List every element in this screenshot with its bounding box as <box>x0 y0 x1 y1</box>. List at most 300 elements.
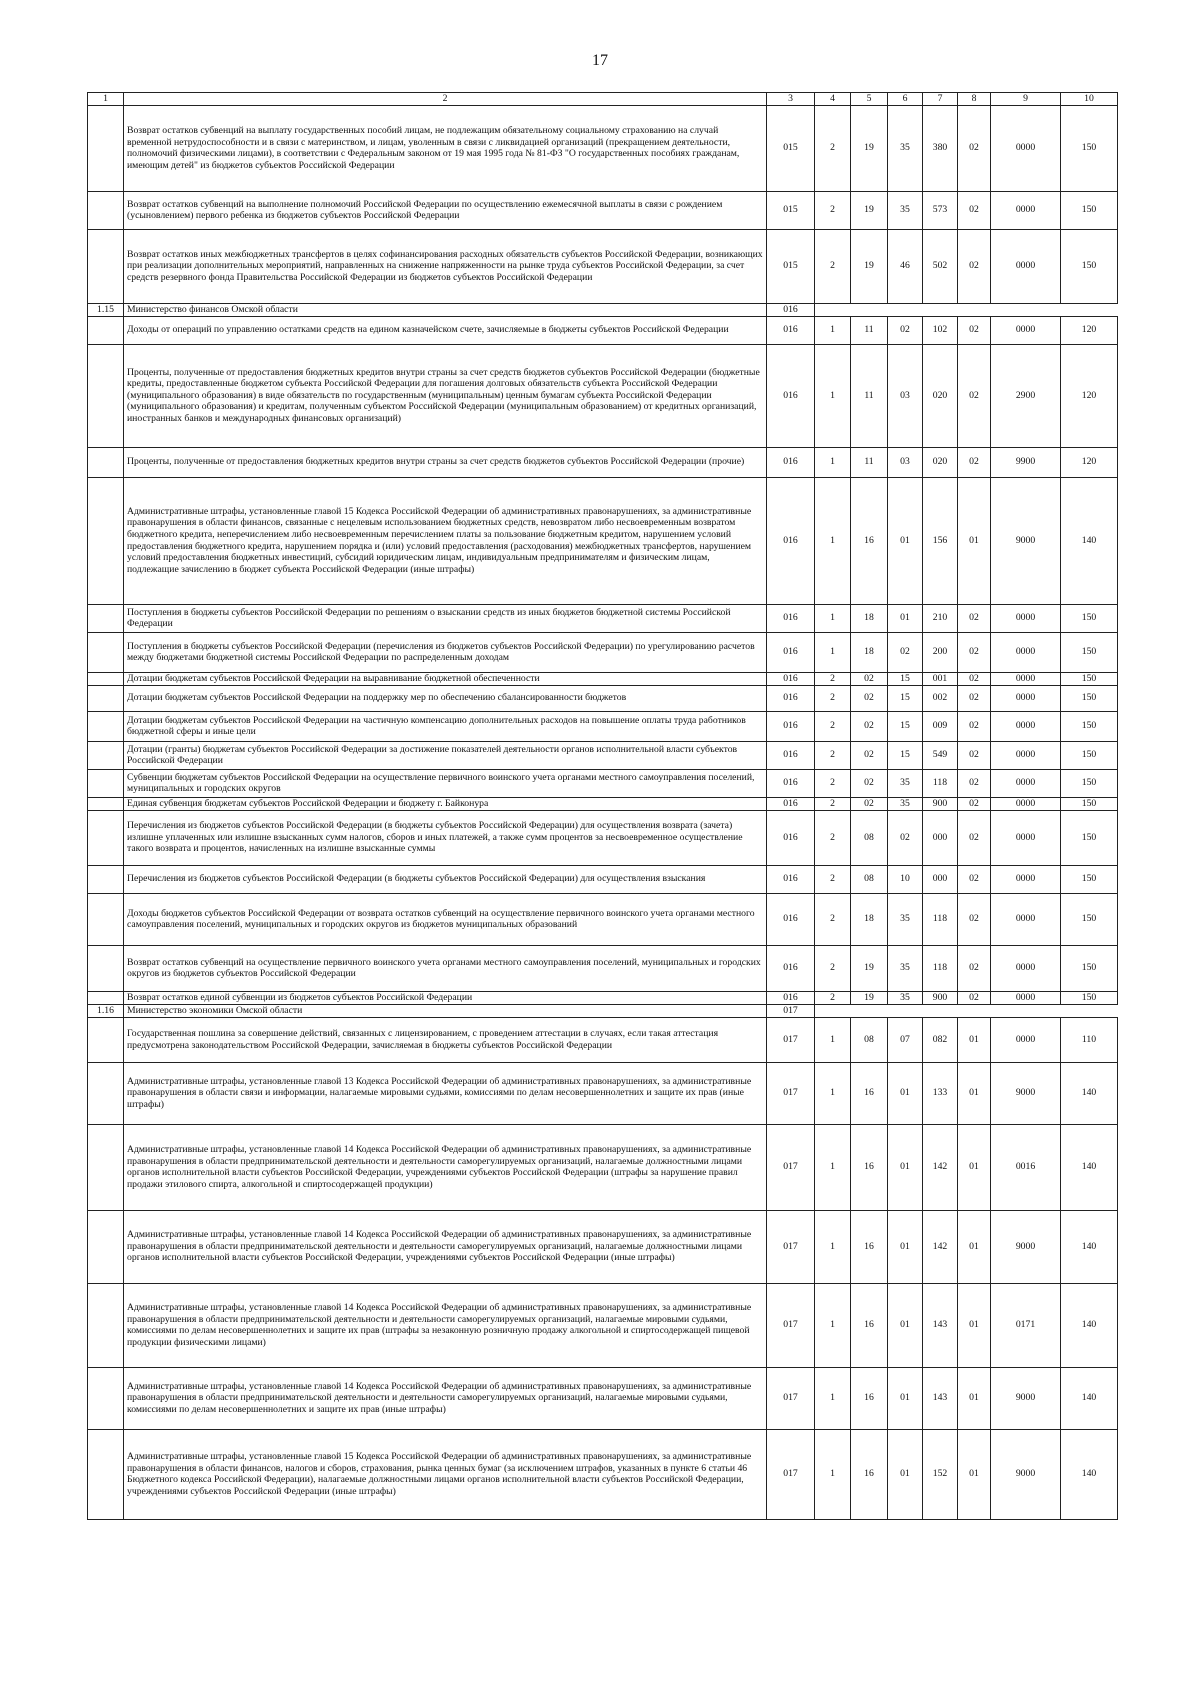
admin-code-cell: 017 <box>767 1004 815 1017</box>
element-code-cell: 01 <box>958 1124 991 1210</box>
description-cell: Поступления в бюджеты субъектов Российской Федерации (перечисления из бюджетов субъектов Российской Федерации) по урегулированию расчетов между бюджетами бюджетной системы Российской Федерации по распределенным доходам <box>124 632 767 672</box>
article-code-cell: 35 <box>888 769 923 797</box>
article-code-cell: 02 <box>888 632 923 672</box>
description-cell: Административные штрафы, установленные главой 14 Кодекса Российской Федерации об административных правонарушениях, за административные правонарушения в области предпринимательской деятельности и деятельности саморегулируемых организаций, налагаемые мировыми судьями, комиссиями по делам несовершеннолетних и защите их прав (штрафы за незаконную розничную продажу алкогольной и спиртосодержащей пищевой продукции физическими лицами) <box>124 1283 767 1367</box>
subgroup-code-cell: 16 <box>851 1429 888 1519</box>
subgroup-code-cell: 02 <box>851 685 888 711</box>
element-code-cell: 01 <box>958 1429 991 1519</box>
description-cell: Проценты, полученные от предоставления бюджетных кредитов внутри страны за счет средств бюджетов субъектов Российской Федерации (прочие) <box>124 447 767 477</box>
element-code-cell: 02 <box>958 316 991 344</box>
subgroup-code-cell: 16 <box>851 477 888 604</box>
classification-code-cell: 150 <box>1061 632 1118 672</box>
description-cell: Перечисления из бюджетов субъектов Российской Федерации (в бюджеты субъектов Российской Федерации) для осуществления взыскания <box>124 865 767 893</box>
column-header: 7 <box>923 93 958 106</box>
group-code-cell: 2 <box>815 229 851 303</box>
table-row <box>88 1210 1118 1283</box>
admin-code-cell: 016 <box>767 303 815 316</box>
row-number-cell <box>88 604 124 632</box>
group-code-cell: 1 <box>815 447 851 477</box>
element-code-cell: 01 <box>958 1017 991 1062</box>
column-header: 10 <box>1061 93 1118 106</box>
classification-code-cell: 110 <box>1061 1017 1118 1062</box>
row-number-cell <box>88 191 124 229</box>
subgroup-code-cell: 18 <box>851 632 888 672</box>
element-code-cell: 02 <box>958 604 991 632</box>
group-code-cell: 1 <box>815 477 851 604</box>
element-code-cell: 02 <box>958 229 991 303</box>
element-code-cell: 02 <box>958 741 991 769</box>
classification-code-cell: 140 <box>1061 1367 1118 1429</box>
budget-classification-table <box>87 92 1118 1520</box>
group-code-cell: 2 <box>815 741 851 769</box>
table-row <box>88 229 1118 303</box>
admin-code-cell: 016 <box>767 810 815 865</box>
row-number-cell: 1.15 <box>88 303 124 316</box>
article-code-cell: 02 <box>888 316 923 344</box>
article-code-cell: 01 <box>888 1429 923 1519</box>
group-code-cell: 1 <box>815 316 851 344</box>
classification-code-cell: 150 <box>1061 741 1118 769</box>
classification-code-cell: 150 <box>1061 810 1118 865</box>
section-title-cell: Министерство экономики Омской области <box>124 1004 767 1017</box>
admin-code-cell: 016 <box>767 769 815 797</box>
description-cell: Дотации бюджетам субъектов Российской Федерации на частичную компенсацию дополнительных расходов на повышение оплаты труда работников бюджетной сферы и иные цели <box>124 711 767 741</box>
table-row <box>88 632 1118 672</box>
row-number-cell <box>88 1124 124 1210</box>
group-code-cell: 1 <box>815 1062 851 1124</box>
program-code-cell: 0000 <box>991 893 1061 945</box>
article-code-cell: 10 <box>888 865 923 893</box>
table-row <box>88 1017 1118 1062</box>
admin-code-cell: 017 <box>767 1429 815 1519</box>
admin-code-cell: 016 <box>767 477 815 604</box>
column-header: 6 <box>888 93 923 106</box>
subarticle-code-cell: 000 <box>923 810 958 865</box>
classification-code-cell: 150 <box>1061 685 1118 711</box>
article-code-cell: 35 <box>888 105 923 191</box>
program-code-cell: 0000 <box>991 672 1061 685</box>
description-cell: Дотации бюджетам субъектов Российской Федерации на выравнивание бюджетной обеспеченности <box>124 672 767 685</box>
table-row <box>88 191 1118 229</box>
admin-code-cell: 016 <box>767 991 815 1004</box>
article-code-cell: 15 <box>888 711 923 741</box>
description-cell: Доходы от операций по управлению остатками средств на едином казначейском счете, зачисляемые в бюджеты субъектов Российской Федерации <box>124 316 767 344</box>
subarticle-code-cell: 210 <box>923 604 958 632</box>
row-number-cell <box>88 1367 124 1429</box>
element-code-cell: 02 <box>958 945 991 991</box>
article-code-cell: 03 <box>888 344 923 447</box>
table-row <box>88 105 1118 191</box>
classification-code-cell: 150 <box>1061 945 1118 991</box>
admin-code-cell: 016 <box>767 316 815 344</box>
classification-code-cell: 150 <box>1061 672 1118 685</box>
admin-code-cell: 016 <box>767 711 815 741</box>
classification-code-cell: 150 <box>1061 797 1118 810</box>
subarticle-code-cell: 020 <box>923 344 958 447</box>
subgroup-code-cell: 16 <box>851 1124 888 1210</box>
subgroup-code-cell: 02 <box>851 711 888 741</box>
table-row <box>88 604 1118 632</box>
description-cell: Возврат остатков субвенций на выполнение полномочий Российской Федерации по осуществлению ежемесячной выплаты в связи с рождением (усыновлением) первого ребенка из бюджетов субъектов Российской Федерации <box>124 191 767 229</box>
subgroup-code-cell: 02 <box>851 769 888 797</box>
subarticle-code-cell: 142 <box>923 1210 958 1283</box>
article-code-cell: 07 <box>888 1017 923 1062</box>
description-cell: Возврат остатков субвенций на осуществление первичного воинского учета органами местного самоуправления поселений, муниципальных и городских округов из бюджетов субъектов Российской Федерации <box>124 945 767 991</box>
description-cell: Доходы бюджетов субъектов Российской Федерации от возврата остатков субвенций на осуществление первичного воинского учета органами местного самоуправления поселений, муниципальных и городских округов из бюджетов муниципальных образований <box>124 893 767 945</box>
element-code-cell: 02 <box>958 685 991 711</box>
program-code-cell: 0000 <box>991 632 1061 672</box>
program-code-cell: 0000 <box>991 1017 1061 1062</box>
subgroup-code-cell: 16 <box>851 1062 888 1124</box>
subgroup-code-cell: 02 <box>851 741 888 769</box>
table-row <box>88 316 1118 344</box>
description-cell: Административные штрафы, установленные главой 15 Кодекса Российской Федерации об административных правонарушениях, за административные правонарушения в области финансов, связанные с нецелевым использованием бюджетных средств, невозвратом либо несвоевременным возвратом бюджетного кредита, неперечислением либо несвоевременным перечислением платы за пользование бюджетным кредитом, нарушением условий предоставления бюджетного кредита, нарушением порядка и (или) условий предоставления (расходования) межбюджетных трансфертов, нарушением условий предоставления бюджетных инвестиций, субсидий юридическим лицам, индивидуальным предпринимателям и физическим лицам, подлежащие зачислению в бюджет субъекта Российской Федерации (иные штрафы) <box>124 477 767 604</box>
group-code-cell: 2 <box>815 945 851 991</box>
article-code-cell: 15 <box>888 741 923 769</box>
subarticle-code-cell: 380 <box>923 105 958 191</box>
program-code-cell: 9000 <box>991 477 1061 604</box>
admin-code-cell: 015 <box>767 105 815 191</box>
row-number-cell <box>88 105 124 191</box>
article-code-cell: 03 <box>888 447 923 477</box>
row-number-cell <box>88 741 124 769</box>
table-row <box>88 991 1118 1004</box>
subgroup-code-cell: 11 <box>851 344 888 447</box>
group-code-cell: 2 <box>815 672 851 685</box>
classification-code-cell: 150 <box>1061 229 1118 303</box>
program-code-cell: 2900 <box>991 344 1061 447</box>
subarticle-code-cell: 573 <box>923 191 958 229</box>
subgroup-code-cell: 19 <box>851 945 888 991</box>
subarticle-code-cell: 152 <box>923 1429 958 1519</box>
column-header: 4 <box>815 93 851 106</box>
subgroup-code-cell: 18 <box>851 893 888 945</box>
description-cell: Административные штрафы, установленные главой 14 Кодекса Российской Федерации об административных правонарушениях, за административные правонарушения в области предпринимательской деятельности и деятельности саморегулируемых организаций, налагаемые должностными лицами органов исполнительной власти субъектов Российской Федерации, учреждениями субъектов Российской Федерации (иные штрафы) <box>124 1210 767 1283</box>
group-code-cell: 1 <box>815 1283 851 1367</box>
article-code-cell: 01 <box>888 1283 923 1367</box>
subarticle-code-cell: 001 <box>923 672 958 685</box>
row-number-cell <box>88 477 124 604</box>
row-number-cell <box>88 1283 124 1367</box>
element-code-cell: 02 <box>958 632 991 672</box>
element-code-cell: 02 <box>958 991 991 1004</box>
description-cell: Административные штрафы, установленные главой 15 Кодекса Российской Федерации об административных правонарушениях, за административные правонарушения в области финансов, налогов и сборов, страхования, рынка ценных бумаг (за исключением штрафов, указанных в пункте 6 статьи 46 Бюджетного кодекса Российской Федерации), налагаемые должностными лицами органов исполнительной власти субъектов Российской Федерации, учреждениями субъектов Российской Федерации (иные штрафы) <box>124 1429 767 1519</box>
element-code-cell: 01 <box>958 1062 991 1124</box>
subgroup-code-cell: 19 <box>851 105 888 191</box>
subgroup-code-cell: 18 <box>851 604 888 632</box>
classification-code-cell: 150 <box>1061 769 1118 797</box>
description-cell: Возврат остатков субвенций на выплату государственных пособий лицам, не подлежащим обязательному социальному страхованию на случай временной нетрудоспособности и в связи с материнством, и лицам, уволенным в связи с ликвидацией организаций (прекращением деятельности, полномочий физическими лицами), в соответствии с Федеральным законом от 19 мая 1995 года № 81-ФЗ "О государственных пособиях гражданам, имеющим детей" из бюджетов субъектов Российской Федерации <box>124 105 767 191</box>
subarticle-code-cell: 143 <box>923 1283 958 1367</box>
program-code-cell: 0000 <box>991 769 1061 797</box>
classification-code-cell: 140 <box>1061 1210 1118 1283</box>
table-row <box>88 711 1118 741</box>
row-number-cell <box>88 1210 124 1283</box>
article-code-cell: 46 <box>888 229 923 303</box>
description-cell: Поступления в бюджеты субъектов Российской Федерации по решениям о взыскании средств из иных бюджетов бюджетной системы Российской Федерации <box>124 604 767 632</box>
element-code-cell: 02 <box>958 105 991 191</box>
row-number-cell <box>88 1017 124 1062</box>
article-code-cell: 35 <box>888 191 923 229</box>
subarticle-code-cell: 082 <box>923 1017 958 1062</box>
classification-code-cell: 150 <box>1061 105 1118 191</box>
classification-code-cell: 150 <box>1061 865 1118 893</box>
section-title-cell: Министерство финансов Омской области <box>124 303 767 316</box>
admin-code-cell: 017 <box>767 1062 815 1124</box>
table-row <box>88 447 1118 477</box>
program-code-cell: 0000 <box>991 991 1061 1004</box>
admin-code-cell: 016 <box>767 797 815 810</box>
program-code-cell: 9000 <box>991 1210 1061 1283</box>
admin-code-cell: 016 <box>767 685 815 711</box>
element-code-cell: 02 <box>958 810 991 865</box>
row-number-cell <box>88 685 124 711</box>
subarticle-code-cell: 142 <box>923 1124 958 1210</box>
program-code-cell: 0000 <box>991 191 1061 229</box>
group-code-cell: 2 <box>815 893 851 945</box>
element-code-cell: 01 <box>958 1367 991 1429</box>
article-code-cell: 01 <box>888 1124 923 1210</box>
program-code-cell: 0171 <box>991 1283 1061 1367</box>
subgroup-code-cell: 08 <box>851 810 888 865</box>
subgroup-code-cell: 19 <box>851 991 888 1004</box>
section-row <box>88 303 1118 316</box>
row-number-cell <box>88 810 124 865</box>
article-code-cell: 01 <box>888 1062 923 1124</box>
classification-code-cell: 140 <box>1061 1062 1118 1124</box>
table-row <box>88 685 1118 711</box>
group-code-cell: 2 <box>815 797 851 810</box>
classification-code-cell: 140 <box>1061 1283 1118 1367</box>
column-header: 3 <box>767 93 815 106</box>
subarticle-code-cell: 000 <box>923 865 958 893</box>
subarticle-code-cell: 118 <box>923 769 958 797</box>
subgroup-code-cell: 08 <box>851 1017 888 1062</box>
table-row <box>88 741 1118 769</box>
program-code-cell: 9000 <box>991 1062 1061 1124</box>
row-number-cell <box>88 797 124 810</box>
subarticle-code-cell: 900 <box>923 797 958 810</box>
program-code-cell: 0000 <box>991 229 1061 303</box>
subarticle-code-cell: 118 <box>923 893 958 945</box>
table-row <box>88 893 1118 945</box>
subgroup-code-cell: 19 <box>851 191 888 229</box>
description-cell: Перечисления из бюджетов субъектов Российской Федерации (в бюджеты субъектов Российской Федерации) для осуществления возврата (зачета) излишне уплаченных или излишне взысканных сумм налогов, сборов и иных платежей, а также сумм процентов за несвоевременное осуществление такого возврата и процентов, начисленных на излишне взысканные суммы <box>124 810 767 865</box>
admin-code-cell: 016 <box>767 865 815 893</box>
column-header: 1 <box>88 93 124 106</box>
element-code-cell: 02 <box>958 344 991 447</box>
group-code-cell: 2 <box>815 711 851 741</box>
admin-code-cell: 017 <box>767 1017 815 1062</box>
article-code-cell: 15 <box>888 685 923 711</box>
row-number-cell <box>88 447 124 477</box>
program-code-cell: 0000 <box>991 685 1061 711</box>
article-code-cell: 35 <box>888 797 923 810</box>
classification-code-cell: 140 <box>1061 1429 1118 1519</box>
group-code-cell: 1 <box>815 632 851 672</box>
description-cell: Дотации бюджетам субъектов Российской Федерации на поддержку мер по обеспечению сбалансированности бюджетов <box>124 685 767 711</box>
element-code-cell: 02 <box>958 893 991 945</box>
element-code-cell: 02 <box>958 711 991 741</box>
element-code-cell: 01 <box>958 477 991 604</box>
article-code-cell: 01 <box>888 1367 923 1429</box>
article-code-cell: 35 <box>888 945 923 991</box>
group-code-cell: 1 <box>815 1017 851 1062</box>
admin-code-cell: 016 <box>767 672 815 685</box>
group-code-cell: 1 <box>815 1210 851 1283</box>
element-code-cell: 02 <box>958 797 991 810</box>
article-code-cell: 01 <box>888 1210 923 1283</box>
subgroup-code-cell: 19 <box>851 229 888 303</box>
program-code-cell: 0000 <box>991 741 1061 769</box>
program-code-cell: 0000 <box>991 604 1061 632</box>
group-code-cell: 1 <box>815 604 851 632</box>
row-number-cell <box>88 945 124 991</box>
subgroup-code-cell: 16 <box>851 1283 888 1367</box>
classification-code-cell: 150 <box>1061 711 1118 741</box>
subgroup-code-cell: 02 <box>851 797 888 810</box>
classification-code-cell: 120 <box>1061 447 1118 477</box>
element-code-cell: 02 <box>958 447 991 477</box>
row-number-cell <box>88 1062 124 1124</box>
classification-code-cell: 150 <box>1061 604 1118 632</box>
group-code-cell: 2 <box>815 769 851 797</box>
subgroup-code-cell: 11 <box>851 447 888 477</box>
group-code-cell: 2 <box>815 685 851 711</box>
subarticle-code-cell: 020 <box>923 447 958 477</box>
program-code-cell: 9000 <box>991 1429 1061 1519</box>
table-body <box>88 105 1118 1519</box>
subarticle-code-cell: 502 <box>923 229 958 303</box>
page-number: 17 <box>592 52 608 69</box>
group-code-cell: 1 <box>815 344 851 447</box>
table-row <box>88 1283 1118 1367</box>
article-code-cell: 02 <box>888 810 923 865</box>
table-row <box>88 769 1118 797</box>
classification-code-cell: 150 <box>1061 191 1118 229</box>
row-number-cell <box>88 229 124 303</box>
article-code-cell: 01 <box>888 604 923 632</box>
subgroup-code-cell: 08 <box>851 865 888 893</box>
row-number-cell <box>88 1429 124 1519</box>
table-row <box>88 1124 1118 1210</box>
row-number-cell <box>88 769 124 797</box>
table-row <box>88 1367 1118 1429</box>
program-code-cell: 0000 <box>991 316 1061 344</box>
row-number-cell <box>88 711 124 741</box>
program-code-cell: 0000 <box>991 105 1061 191</box>
row-number-cell: 1.16 <box>88 1004 124 1017</box>
subarticle-code-cell: 102 <box>923 316 958 344</box>
row-number-cell <box>88 865 124 893</box>
element-code-cell: 02 <box>958 769 991 797</box>
row-number-cell <box>88 316 124 344</box>
description-cell: Административные штрафы, установленные главой 14 Кодекса Российской Федерации об административных правонарушениях, за административные правонарушения в области предпринимательской деятельности и деятельности саморегулируемых организаций, налагаемые должностными лицами органов исполнительной власти субъектов Российской Федерации, учреждениями субъектов Российской Федерации (штрафы за нарушение правил продажи этилового спирта, алкогольной и спиртосодержащей продукции) <box>124 1124 767 1210</box>
description-cell: Единая субвенция бюджетам субъектов Российской Федерации и бюджету г. Байконура <box>124 797 767 810</box>
element-code-cell: 02 <box>958 865 991 893</box>
row-number-cell <box>88 991 124 1004</box>
classification-code-cell: 150 <box>1061 893 1118 945</box>
admin-code-cell: 016 <box>767 344 815 447</box>
group-code-cell: 2 <box>815 191 851 229</box>
program-code-cell: 0000 <box>991 711 1061 741</box>
admin-code-cell: 016 <box>767 741 815 769</box>
column-header: 2 <box>124 93 767 106</box>
group-code-cell: 2 <box>815 991 851 1004</box>
row-number-cell <box>88 672 124 685</box>
admin-code-cell: 017 <box>767 1124 815 1210</box>
article-code-cell: 15 <box>888 672 923 685</box>
element-code-cell: 01 <box>958 1210 991 1283</box>
subgroup-code-cell: 11 <box>851 316 888 344</box>
description-cell: Субвенции бюджетам субъектов Российской Федерации на осуществление первичного воинского учета органами местного самоуправления поселений, муниципальных и городских округов <box>124 769 767 797</box>
subarticle-code-cell: 118 <box>923 945 958 991</box>
group-code-cell: 1 <box>815 1429 851 1519</box>
element-code-cell: 01 <box>958 1283 991 1367</box>
subgroup-code-cell: 16 <box>851 1367 888 1429</box>
program-code-cell: 9000 <box>991 1367 1061 1429</box>
table-row <box>88 797 1118 810</box>
empty-code-cell <box>815 1004 1118 1017</box>
program-code-cell: 9900 <box>991 447 1061 477</box>
group-code-cell: 2 <box>815 865 851 893</box>
description-cell: Проценты, полученные от предоставления бюджетных кредитов внутри страны за счет средств бюджетов субъектов Российской Федерации (бюджетные кредиты, предоставленные бюджетом субъекта Российской Федерации для погашения долговых обязательств субъекта Российской Федерации (муниципального образования) в виде обязательств по государственным (муниципальным) ценным бумагам субъекта Российской Федерации (муниципального образования) и кредитам, полученным субъектом Российской Федерации (муниципальным образованием) от кредитных организаций, иностранных банков и международных финансовых организаций) <box>124 344 767 447</box>
program-code-cell: 0000 <box>991 797 1061 810</box>
classification-code-cell: 150 <box>1061 991 1118 1004</box>
description-cell: Возврат остатков единой субвенции из бюджетов субъектов Российской Федерации <box>124 991 767 1004</box>
column-header: 5 <box>851 93 888 106</box>
table-row <box>88 672 1118 685</box>
program-code-cell: 0000 <box>991 945 1061 991</box>
column-header: 9 <box>991 93 1061 106</box>
table-row <box>88 1062 1118 1124</box>
description-cell: Государственная пошлина за совершение действий, связанных с лицензированием, с проведением аттестации в случаях, если такая аттестация предусмотрена законодательством Российской Федерации, зачисляемая в бюджеты субъектов Российской Федерации <box>124 1017 767 1062</box>
article-code-cell: 01 <box>888 477 923 604</box>
admin-code-cell: 015 <box>767 191 815 229</box>
group-code-cell: 1 <box>815 1367 851 1429</box>
description-cell: Возврат остатков иных межбюджетных трансфертов в целях софинансирования расходных обязательств субъектов Российской Федерации, возникающих при реализации дополнительных мероприятий, направленных на снижение напряженности на рынке труда субъектов Российской Федерации, за счет средств резервного фонда Правительства Российской Федерации из бюджетов субъектов Российской Федерации <box>124 229 767 303</box>
admin-code-cell: 017 <box>767 1283 815 1367</box>
group-code-cell: 2 <box>815 810 851 865</box>
subarticle-code-cell: 143 <box>923 1367 958 1429</box>
admin-code-cell: 016 <box>767 632 815 672</box>
admin-code-cell: 016 <box>767 893 815 945</box>
article-code-cell: 35 <box>888 991 923 1004</box>
admin-code-cell: 017 <box>767 1367 815 1429</box>
subarticle-code-cell: 549 <box>923 741 958 769</box>
description-cell: Дотации (гранты) бюджетам субъектов Российской Федерации за достижение показателей деятельности органов исполнительной власти субъектов Российской Федерации <box>124 741 767 769</box>
subarticle-code-cell: 200 <box>923 632 958 672</box>
table-row <box>88 945 1118 991</box>
subgroup-code-cell: 02 <box>851 672 888 685</box>
row-number-cell <box>88 632 124 672</box>
program-code-cell: 0016 <box>991 1124 1061 1210</box>
table-row <box>88 865 1118 893</box>
element-code-cell: 02 <box>958 191 991 229</box>
subgroup-code-cell: 16 <box>851 1210 888 1283</box>
classification-code-cell: 120 <box>1061 344 1118 447</box>
row-number-cell <box>88 344 124 447</box>
classification-code-cell: 120 <box>1061 316 1118 344</box>
table-row <box>88 344 1118 447</box>
subarticle-code-cell: 002 <box>923 685 958 711</box>
table-row <box>88 477 1118 604</box>
section-row <box>88 1004 1118 1017</box>
table-row <box>88 810 1118 865</box>
program-code-cell: 0000 <box>991 810 1061 865</box>
admin-code-cell: 016 <box>767 604 815 632</box>
admin-code-cell: 016 <box>767 945 815 991</box>
